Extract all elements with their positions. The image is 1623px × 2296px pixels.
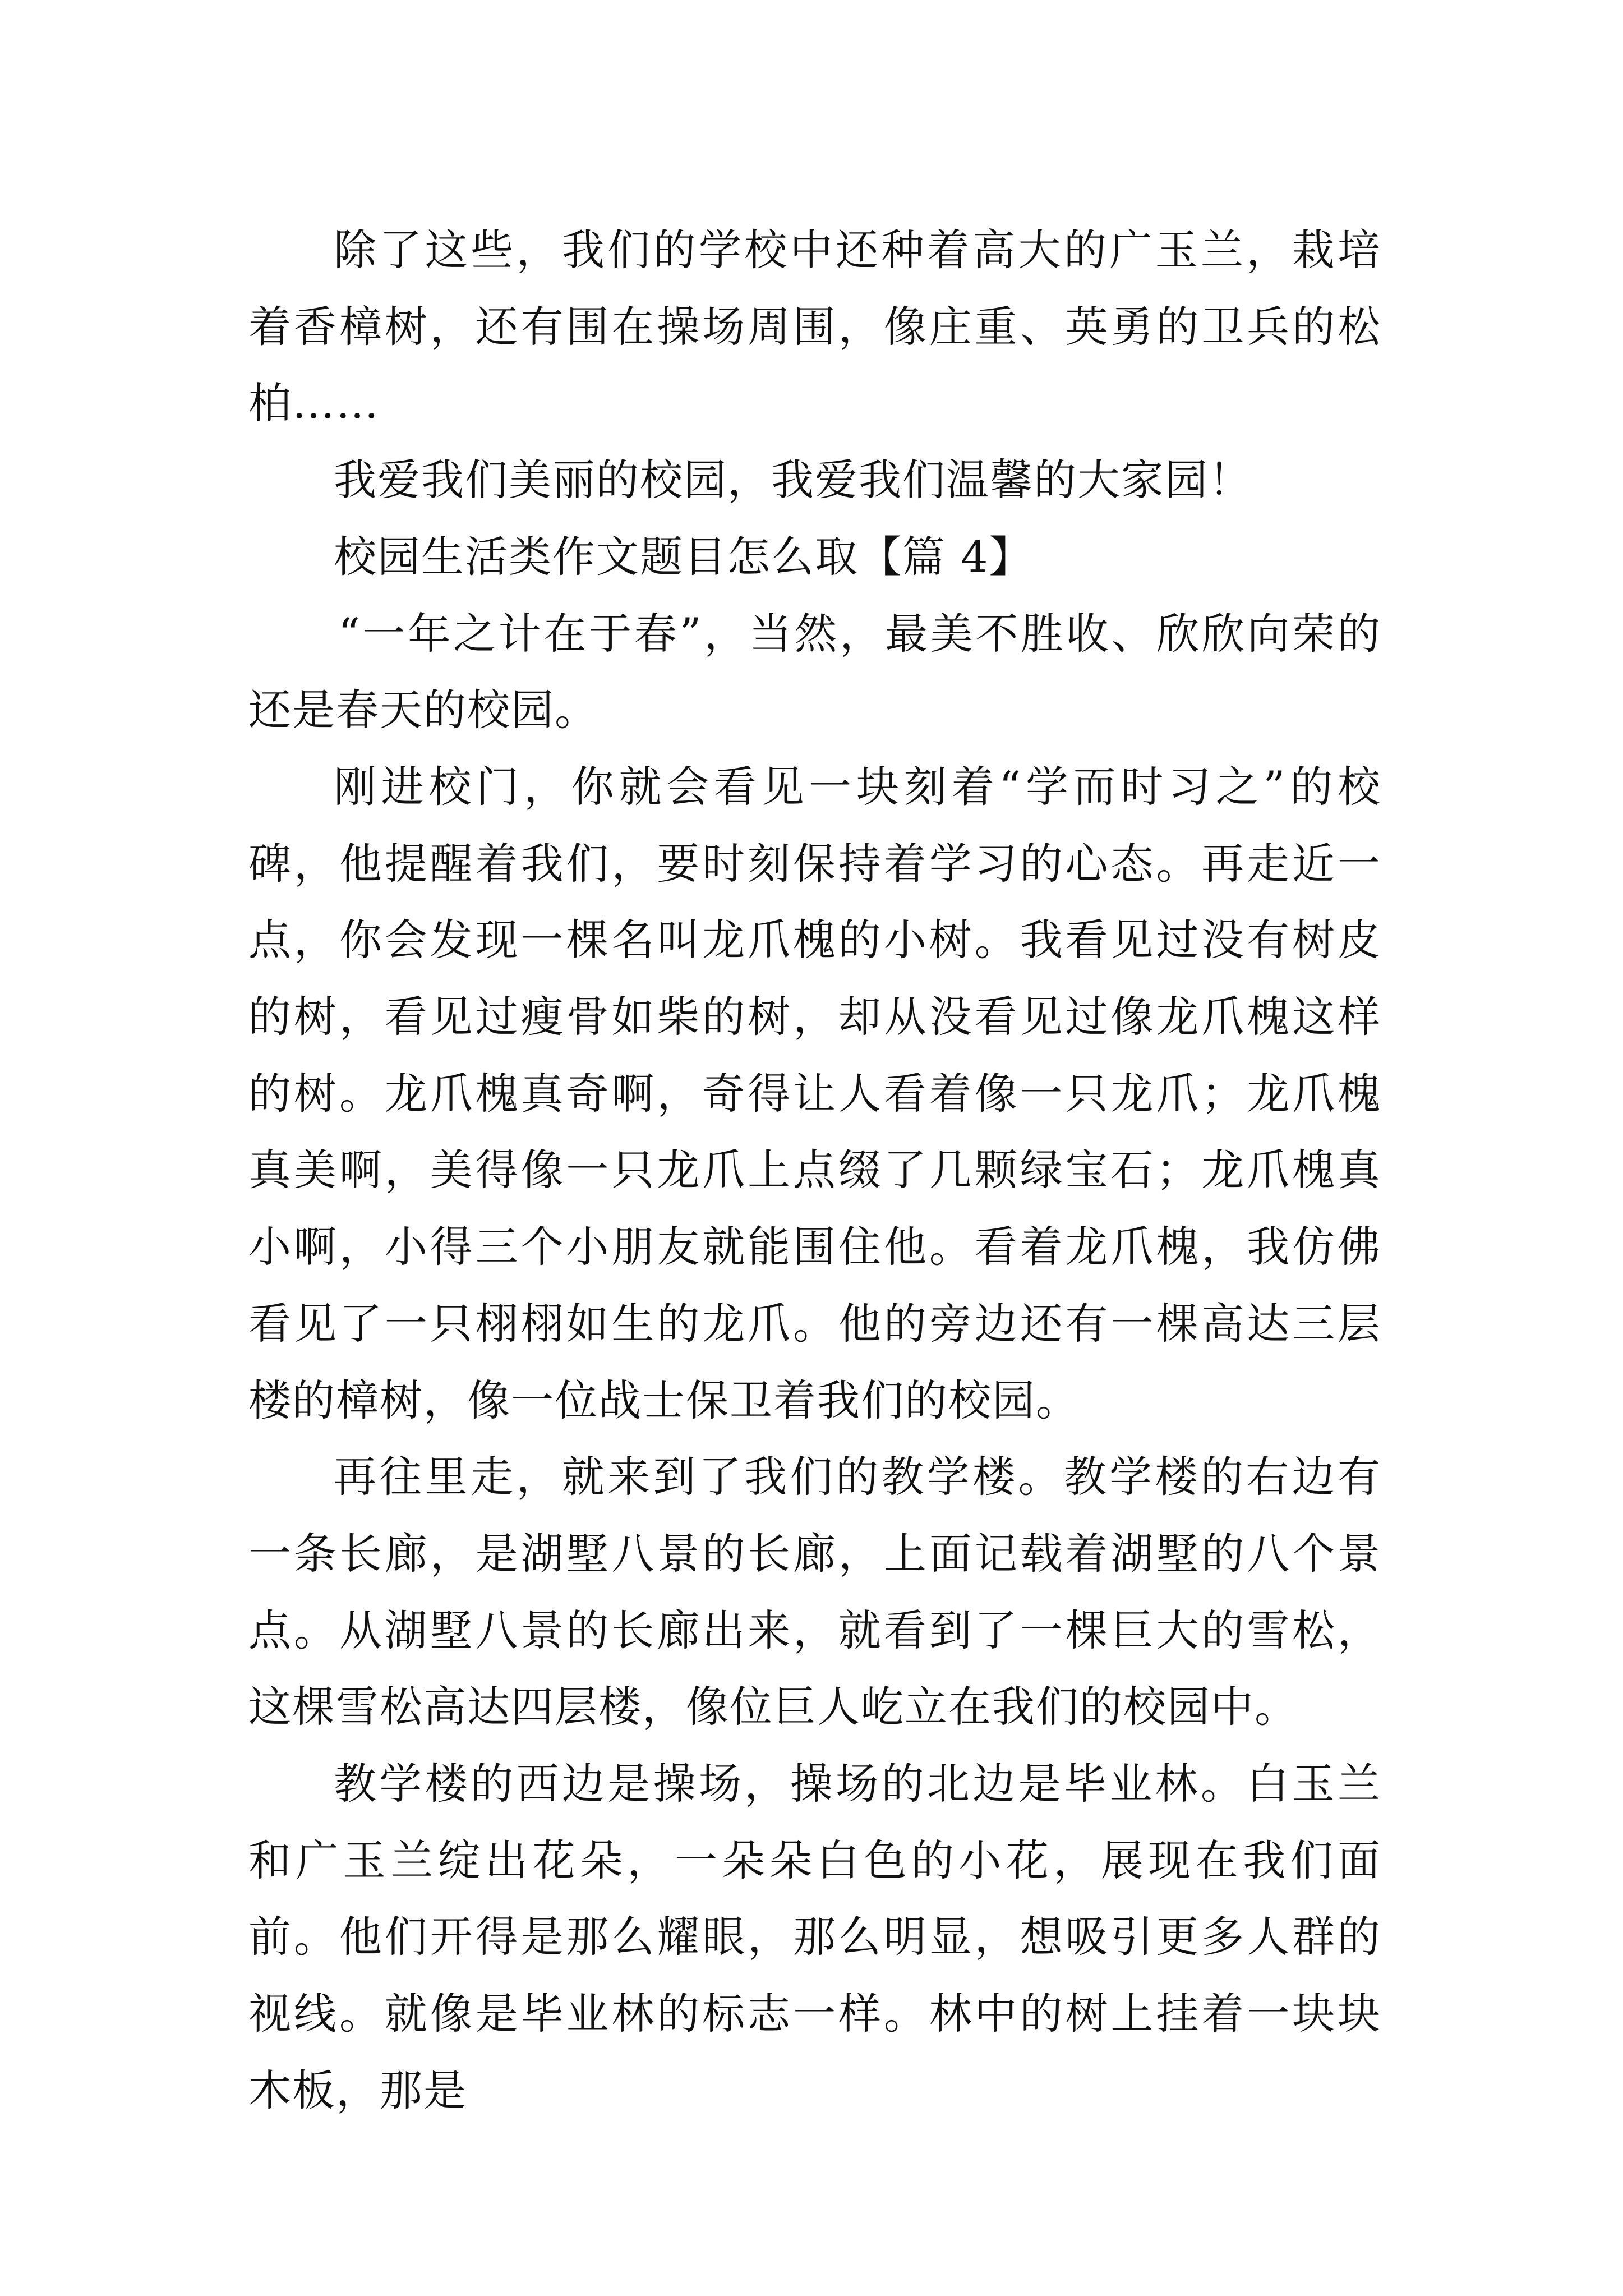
paragraph: 除了这些，我们的学校中还种着高大的广玉兰，栽培着香樟树，还有围在操场周围，像庄重、英勇的卫兵的松柏…… (248, 225, 1381, 429)
paragraph: 我爱我们美丽的校园，我爱我们温馨的大家园！ (334, 455, 1252, 505)
body-text (248, 212, 1381, 2129)
section-heading: 校园生活类作文题目怎么取【篇 4】 (334, 531, 1033, 582)
paragraph: 刚进校门，你就会看见一块刻着“学而时习之”的校碑，他提醒着我们，要时刻保持着学习的心态。再走近一点，你会发现一棵名叫龙爪槐的小树。我看见过没有树皮的树，看见过瘦骨如柴的树，却从没看见过像龙爪槐这样的树。龙爪槐真奇啊，奇得让人看着像一只龙爪；龙爪槐真美啊，美得像一只龙爪上点缀了几颗绿宝石；龙爪槐真小啊，小得三个小朋友就能围住他。看着龙爪槐，我仿佛看见了一只栩栩如生的龙爪。他的旁边还有一棵高达三层楼的樟树，像一位战士保卫着我们的校园。 (248, 761, 1381, 1425)
paragraph: 教学楼的西边是操场，操场的北边是毕业林。白玉兰和广玉兰绽出花朵，一朵朵白色的小花，展现在我们面前。他们开得是那么耀眼，那么明显，想吸引更多人群的视线。就像是毕业林的标志一样。林中的树上挂着一块块木板，那是 (248, 1759, 1381, 2115)
paragraph: “一年之计在于春”，当然，最美不胜收、欣欣向荣的还是春天的校园。 (248, 608, 1381, 735)
paragraph: 再往里走，就来到了我们的教学楼。教学楼的右边有一条长廊，是湖墅八景的长廊，上面记载着湖墅的八个景点。从湖墅八景的长廊出来，就看到了一棵巨大的雪松，这棵雪松高达四层楼，像位巨人屹立在我们的校园中。 (248, 1452, 1381, 1732)
